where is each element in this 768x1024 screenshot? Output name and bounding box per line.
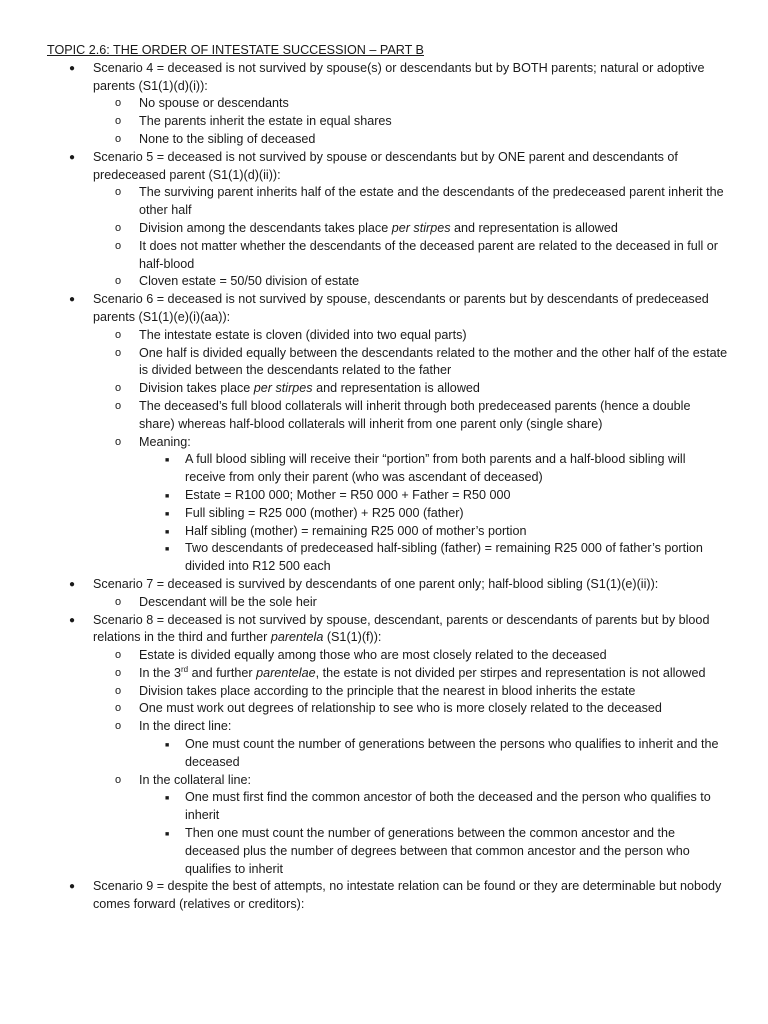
list-item bbox=[93, 718, 728, 771]
item-text: Estate is divided equally among those who are most closely related to the deceased bbox=[139, 648, 607, 663]
list-item bbox=[93, 380, 728, 398]
list-item bbox=[93, 647, 728, 665]
scenario-8-text: Scenario 8 = deceased is not survived by spouse, descendant, parents or descendants of parents but by blood relations in the third and further bbox=[93, 612, 710, 645]
list-item bbox=[93, 683, 728, 701]
item-text: A full blood sibling will receive their “portion” from both parents and a half-blood sibling will receive from only their parent (who was ascendant of deceased) bbox=[185, 452, 686, 485]
item-text: Then one must count the number of generations between the common ancestor and the deceased plus the number of degrees between that common ancestor and the person who qualifies to inherit bbox=[185, 826, 690, 876]
collateral-line-sublist bbox=[139, 789, 728, 878]
item-text: The parents inherit the estate in equal shares bbox=[139, 114, 392, 129]
scenario-5-text: Scenario 5 = deceased is not survived by spouse or descendants but by ONE parent and descendants of predeceased parent (S1(1)(d)(ii)): bbox=[93, 149, 678, 182]
bullet-circle: o bbox=[115, 239, 122, 252]
bullet-circle: o bbox=[115, 773, 122, 786]
bullet-circle: o bbox=[115, 595, 122, 608]
bullet-square: ■ bbox=[165, 510, 170, 518]
bullet-circle: o bbox=[115, 115, 122, 128]
bullet-circle: o bbox=[115, 186, 122, 199]
scenario-5 bbox=[47, 149, 728, 291]
list-item bbox=[93, 131, 728, 149]
bullet-circle: o bbox=[115, 720, 122, 733]
sub-list-item bbox=[139, 505, 728, 523]
scenario-list bbox=[47, 60, 728, 914]
bullet-circle: o bbox=[115, 666, 122, 679]
meaning-sublist bbox=[139, 451, 728, 576]
scenario-4-items bbox=[93, 95, 728, 148]
scenario-4-text: Scenario 4 = deceased is not survived by spouse(s) or descendants but by BOTH parents; natural or adoptive parents (S1(1)(d)(i)): bbox=[93, 60, 705, 93]
scenario-7-text: Scenario 7 = deceased is survived by descendants of one parent only; half-blood sibling (S1(1)(e)(ii)): bbox=[93, 576, 659, 591]
sub-list-item bbox=[139, 789, 728, 825]
scenario-9-text: Scenario 9 = despite the best of attempts, no intestate relation can be found or they are determinable but nobody comes forward (relatives or creditors): bbox=[93, 879, 722, 912]
item-text: Meaning: bbox=[139, 434, 191, 449]
bullet-square: ■ bbox=[165, 528, 170, 536]
bullet-circle: o bbox=[115, 684, 122, 697]
bullet-circle: o bbox=[115, 221, 122, 234]
bullet-disc: ● bbox=[69, 881, 76, 893]
item-text: Cloven estate = 50/50 division of estate bbox=[139, 274, 360, 289]
sub-list-item bbox=[139, 487, 728, 505]
item-text: None to the sibling of deceased bbox=[139, 131, 316, 146]
bullet-square: ■ bbox=[165, 457, 170, 465]
item-text: Division among the descendants takes place bbox=[139, 220, 392, 235]
item-text: No spouse or descendants bbox=[139, 96, 289, 111]
list-item bbox=[93, 434, 728, 576]
list-item bbox=[93, 398, 728, 434]
item-text: Division takes place bbox=[139, 381, 254, 396]
item-text: One must first find the common ancestor of both the deceased and the person who qualifies to inherit bbox=[185, 790, 711, 823]
scenario-8-items bbox=[93, 647, 728, 878]
item-text: One must count the number of generations between the persons who qualifies to inherit and the deceased bbox=[185, 737, 719, 769]
bullet-disc: ● bbox=[69, 614, 76, 626]
item-text: In the collateral line: bbox=[139, 772, 252, 787]
bullet-disc: ● bbox=[69, 294, 76, 306]
bullet-circle: o bbox=[115, 435, 122, 448]
list-item bbox=[93, 345, 728, 381]
bullet-circle: o bbox=[115, 702, 122, 715]
list-item bbox=[93, 273, 728, 291]
item-text: It does not matter whether the descendants of the deceased parent are related to the deceased in full or half-blood bbox=[139, 238, 718, 271]
bullet-circle: o bbox=[115, 275, 122, 288]
scenario-6-items bbox=[93, 327, 728, 576]
bullet-circle: o bbox=[115, 382, 122, 395]
item-text: Two descendants of predeceased half-sibling (father) = remaining R25 000 of father’s portion divided into R12 500 each bbox=[185, 541, 703, 574]
superscript: rd bbox=[181, 664, 189, 674]
bullet-circle: o bbox=[115, 649, 122, 662]
item-text: One must work out degrees of relationship to see who is more closely related to the deceased bbox=[139, 701, 662, 716]
bullet-disc: ● bbox=[69, 62, 76, 74]
scenario-9 bbox=[47, 878, 728, 914]
list-item bbox=[93, 95, 728, 113]
bullet-circle: o bbox=[115, 97, 122, 110]
sub-list-item bbox=[139, 825, 728, 878]
sub-list-item bbox=[139, 736, 728, 772]
italic-term: parentela bbox=[270, 630, 324, 645]
list-item bbox=[93, 220, 728, 238]
item-text: Full sibling = R25 000 (mother) + R25 000 (father) bbox=[185, 505, 464, 520]
topic-title: TOPIC 2.6: THE ORDER OF INTESTATE SUCCESSION – PART B bbox=[47, 43, 424, 57]
item-text: Half sibling (mother) = remaining R25 000 of mother’s portion bbox=[185, 523, 527, 538]
item-text: , the estate is not divided per stirpes and representation is not allowed bbox=[315, 665, 706, 680]
item-text: and representation is allowed bbox=[312, 381, 480, 396]
sub-list-item bbox=[139, 523, 728, 541]
scenario-7 bbox=[47, 576, 728, 612]
item-text: In the 3 bbox=[139, 665, 182, 680]
scenario-6 bbox=[47, 291, 728, 576]
item-text: and further bbox=[188, 665, 257, 680]
item-text: Descendant will be the sole heir bbox=[139, 594, 317, 609]
bullet-square: ■ bbox=[165, 795, 170, 803]
scenario-8-text-end: (S1(1)(f)): bbox=[323, 630, 382, 645]
bullet-circle: o bbox=[115, 328, 122, 341]
list-item bbox=[93, 113, 728, 131]
item-text: The intestate estate is cloven (divided into two equal parts) bbox=[139, 327, 467, 342]
item-text: Estate = R100 000; Mother = R50 000 + Father = R50 000 bbox=[185, 487, 511, 502]
direct-line-sublist bbox=[139, 736, 728, 772]
bullet-circle: o bbox=[115, 399, 122, 412]
item-text: and representation is allowed bbox=[450, 220, 618, 235]
scenario-6-text: Scenario 6 = deceased is not survived by spouse, descendants or parents but by descendants of predeceased parents (S1(1)(e)(i)(aa)): bbox=[93, 292, 709, 324]
scenario-4 bbox=[47, 60, 728, 149]
item-text: The deceased’s full blood collaterals will inherit through both predeceased parents (hence a double share) whereas half-blood collaterals will inherit from one parent only (single share) bbox=[139, 398, 691, 431]
item-text: The surviving parent inherits half of the estate and the descendants of the predeceased parent inherit the other half bbox=[139, 185, 724, 218]
list-item bbox=[93, 327, 728, 345]
italic-term: per stirpes bbox=[253, 381, 313, 396]
bullet-circle: o bbox=[115, 132, 122, 145]
list-item bbox=[93, 665, 728, 683]
list-item bbox=[93, 700, 728, 718]
bullet-circle: o bbox=[115, 346, 122, 359]
item-text: In the direct line: bbox=[139, 719, 232, 734]
sub-list-item bbox=[139, 451, 728, 487]
bullet-square: ■ bbox=[165, 492, 170, 500]
list-item bbox=[93, 772, 728, 879]
bullet-square: ■ bbox=[165, 742, 170, 750]
bullet-square: ■ bbox=[165, 546, 170, 554]
scenario-5-items bbox=[93, 184, 728, 291]
italic-term: parentelae bbox=[256, 665, 316, 680]
list-item bbox=[93, 238, 728, 274]
scenario-7-items bbox=[93, 594, 728, 612]
scenario-8 bbox=[47, 612, 728, 879]
list-item bbox=[93, 594, 728, 612]
item-text: One half is divided equally between the descendants related to the mother and the other half of the estate is divided between the descendants related to the father bbox=[139, 345, 728, 378]
bullet-disc: ● bbox=[69, 151, 76, 163]
italic-term: per stirpes bbox=[391, 220, 451, 235]
sub-list-item bbox=[139, 540, 728, 576]
bullet-square: ■ bbox=[165, 831, 170, 839]
item-text: Division takes place according to the principle that the nearest in blood inherits the estate bbox=[139, 683, 636, 698]
bullet-disc: ● bbox=[69, 578, 76, 590]
list-item bbox=[93, 184, 728, 220]
